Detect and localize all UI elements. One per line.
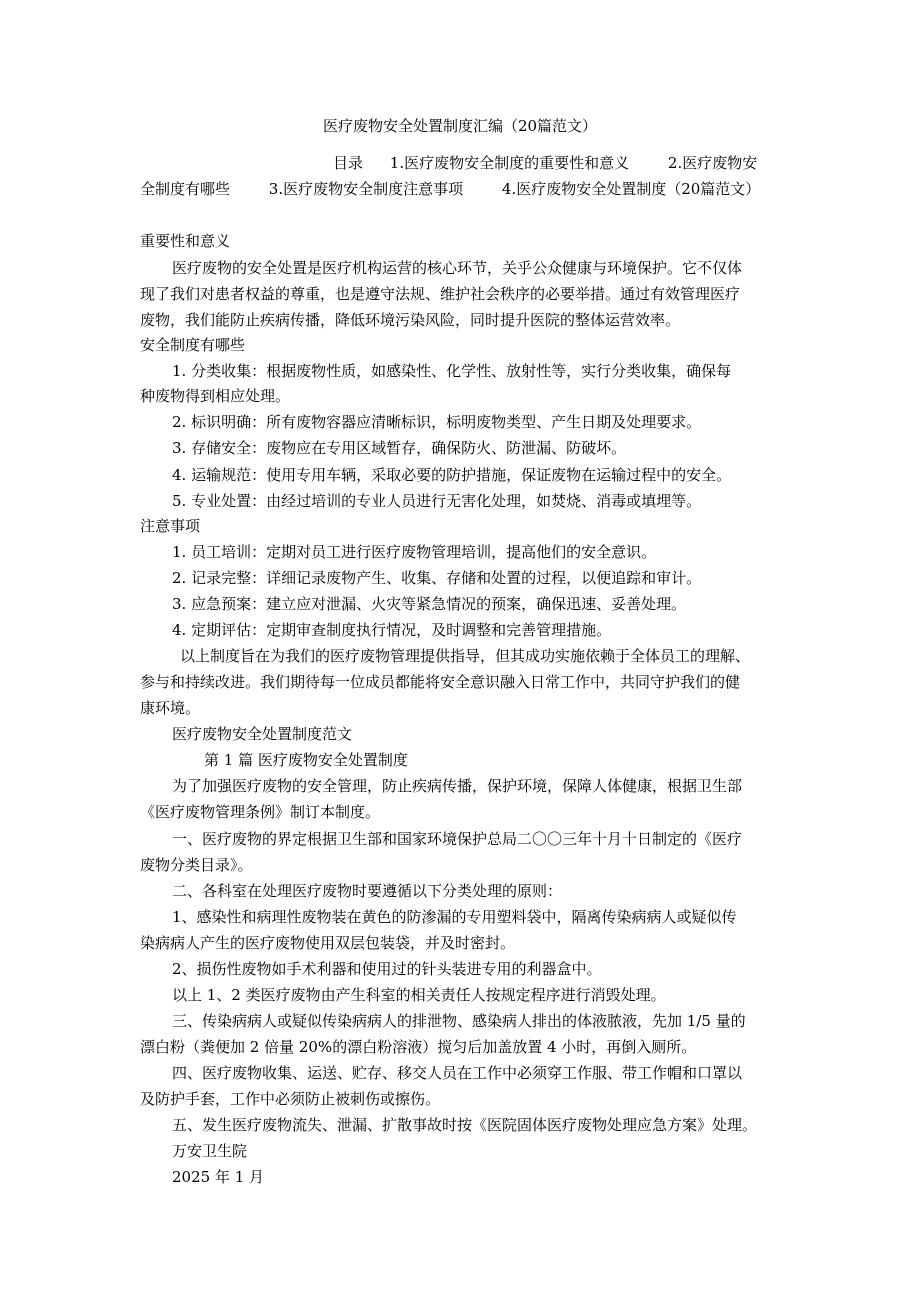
list-item: 3. 应急预案：建立应对泄漏、火灾等紧急情况的预案，确保迅速、妥善处理。	[172, 595, 687, 613]
list-item: 3. 存储安全：废物应在专用区域暂存，确保防火、防泄漏、防破坏。	[172, 439, 627, 457]
signature-org: 万安卫生院	[172, 1142, 248, 1160]
paragraph-line: 废物分类目录》。	[140, 856, 253, 874]
list-item: 1. 员工培训：定期对员工进行医疗废物管理培训，提高他们的安全意识。	[172, 543, 657, 561]
toc-item-2[interactable]: 2.医疗废物安	[667, 154, 758, 172]
section-heading-notes: 注意事项	[140, 517, 201, 535]
paragraph-line: 三、传染病病人或疑似传染病病人的排泄物、感染病人排出的体液脓液，先加 1/5 量的	[172, 1012, 746, 1030]
signature-date: 2025 年 1 月	[172, 1168, 265, 1186]
toc-item-1[interactable]: 1.医疗废物安全制度的重要性和意义	[389, 154, 630, 172]
paragraph-line: 现了我们对患者权益的尊重，也是遵守法规、维护社会秩序的必要举措。通过有效管理医疗	[140, 285, 741, 303]
toc-label: 目录	[333, 154, 364, 172]
paragraph-line: 五、发生医疗废物流失、泄漏、扩散事故时按《医院固体医疗废物处理应急方案》处理。	[172, 1116, 758, 1134]
toc-line-1	[333, 153, 757, 173]
paragraph-line: 一、医疗废物的界定根据卫生部和国家环境保护总局二〇〇三年十月十日制定的《医疗	[172, 830, 743, 848]
list-item: 4. 定期评估：定期审查制度执行情况，及时调整和完善管理措施。	[172, 621, 612, 639]
toc-item-4[interactable]: 4.医疗废物安全处置制度（20篇范文）	[501, 180, 761, 198]
paragraph-line: 康环境。	[140, 699, 201, 717]
list-item: 2. 记录完整：详细记录废物产生、收集、存储和处置的过程，以便追踪和审计。	[172, 569, 702, 587]
article-title: 第 1 篇 医疗废物安全处置制度	[204, 751, 408, 769]
paragraph-line: 及防护手套，工作中必须防止被刺伤或擦伤。	[140, 1090, 441, 1108]
section-heading-importance: 重要性和意义	[140, 232, 231, 250]
paragraph-line: 1、感染性和病理性废物装在黄色的防渗漏的专用塑料袋中，隔离传染病病人或疑似传	[172, 908, 737, 926]
toc-item-2-cont[interactable]: 全制度有哪些	[140, 180, 231, 198]
section-heading-rules: 安全制度有哪些	[140, 336, 246, 354]
paragraph-line: 医疗废物的安全处置是医疗机构运营的核心环节，关乎公众健康与环境保护。它不仅体	[172, 259, 743, 277]
paragraph-line: 废物，我们能防止疾病传播，降低环境污染风险，同时提升医院的整体运营效率。	[140, 311, 681, 329]
paragraph-line: 参与和持续改进。我们期待每一位成员都能将安全意识融入日常工作中，共同守护我们的健	[140, 673, 741, 691]
document-title: 医疗废物安全处置制度汇编（20篇范文）	[322, 117, 598, 135]
paragraph-line: 二、各科室在处理医疗废物时要遵循以下分类处理的原则：	[172, 882, 563, 900]
list-item: 2. 标识明确：所有废物容器应清晰标识，标明废物类型、产生日期及处理要求。	[172, 413, 702, 431]
list-item: 5. 专业处置：由经过培训的专业人员进行无害化处理，如焚烧、消毒或填埋等。	[172, 492, 702, 510]
list-item: 4. 运输规范：使用专用车辆，采取必要的防护措施，保证废物在运输过程中的安全。	[172, 466, 732, 484]
list-item-cont: 种废物得到相应处理。	[140, 387, 291, 405]
paragraph-line: 以上制度旨在为我们的医疗废物管理提供指导，但其成功实施依赖于全体员工的理解、	[180, 647, 751, 665]
section-heading-samples: 医疗废物安全处置制度范文	[172, 725, 353, 743]
paragraph-line: 染病病人产生的医疗废物使用双层包装袋，并及时密封。	[140, 934, 516, 952]
paragraph-line: 《医疗废物管理条例》制订本制度。	[140, 803, 381, 821]
paragraph-line: 2、损伤性废物如手术利器和使用过的针头装进专用的利器盒中。	[172, 960, 602, 978]
toc-line-2	[140, 179, 760, 199]
paragraph-line: 四、医疗废物收集、运送、贮存、移交人员在工作中必须穿工作服、带工作帽和口罩以	[172, 1064, 743, 1082]
paragraph-line: 为了加强医疗废物的安全管理，防止疾病传播，保护环境，保障人体健康，根据卫生部	[172, 777, 743, 795]
paragraph-line: 漂白粉（粪便加 2 倍量 20%的漂白粉溶液）搅匀后加盖放置 4 小时，再倒入厕所。	[140, 1038, 697, 1056]
paragraph-line: 以上 1、2 类医疗废物由产生科室的相关责任人按规定程序进行消毁处理。	[172, 986, 666, 1004]
toc-item-3[interactable]: 3.医疗废物安全制度注意事项	[268, 180, 464, 198]
list-item: 1. 分类收集：根据废物性质，如感染性、化学性、放射性等，实行分类收集，确保每	[172, 362, 732, 380]
